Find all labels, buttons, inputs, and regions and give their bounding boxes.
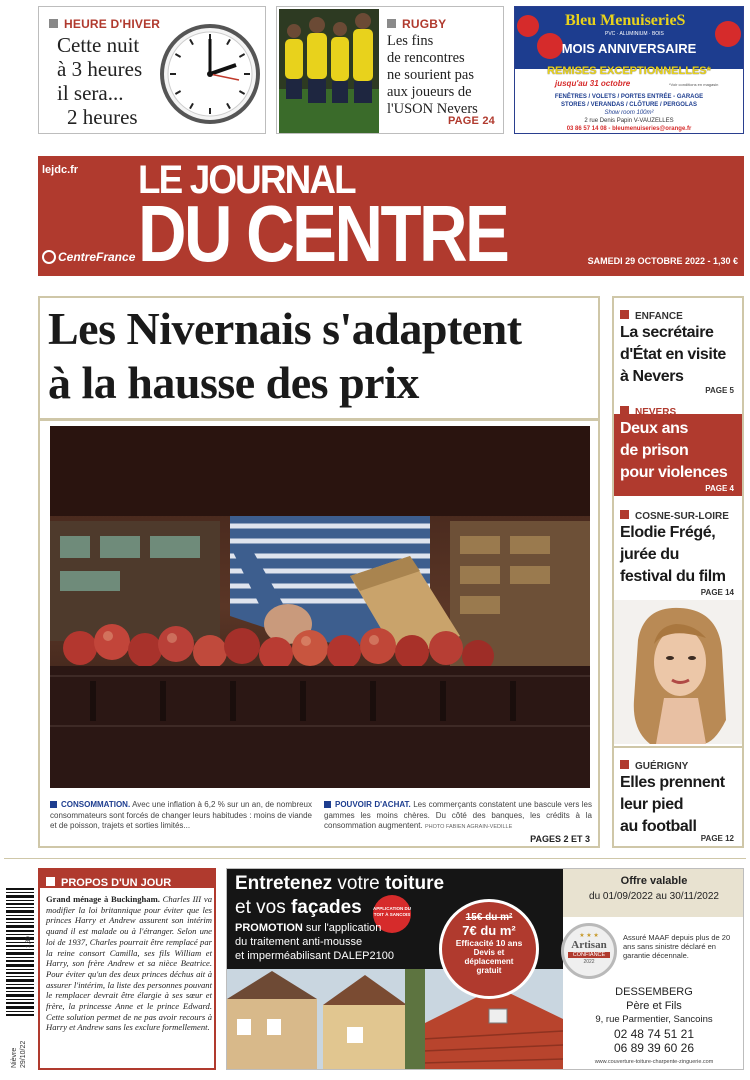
propos-tag-text: PROPOS D'UN JOUR	[61, 877, 172, 889]
masthead-date: SAMEDI 29 OCTOBRE 2022 - 1,30 €	[587, 256, 738, 266]
lead-col2-bullet-icon	[324, 801, 331, 808]
ad2-promo2: du traitement anti-mousse	[235, 936, 363, 948]
sidebar-item-guerigny[interactable]	[614, 746, 742, 846]
ad2-t2a: et vos	[235, 897, 286, 918]
ad-title: MOIS ANNIVERSAIRE	[561, 41, 697, 56]
sidebar-item-nevers-tag-text: NEVERS	[635, 407, 677, 418]
barcode-l1: Nièvre	[11, 1047, 18, 1068]
ad2-artisan3: 2022	[583, 959, 595, 965]
ad2-app-badge: APPLICATION DU TOIT À SANCOIS	[373, 895, 411, 933]
sidebar-item-cosne-l3: festival du film	[620, 568, 726, 585]
ad-brand: Bleu MenuiserieS	[565, 12, 686, 29]
promo-winter-line2: à 3 heures	[57, 57, 143, 81]
sidebar-item-nevers[interactable]	[614, 400, 742, 496]
promo-rugby-tag	[387, 15, 446, 33]
lead-col2-text: Les commerçants constatent une bascule vers les gammes les moins chères. Du côté des banques, les crédits à la consommation augmentent.	[324, 800, 592, 830]
sidebar-item-guerigny-l1: Elles prennent	[620, 774, 725, 791]
promo-winter-line3: il sera...	[57, 81, 124, 105]
ad-note: *Voir conditions en magasin	[669, 82, 719, 87]
propos-lead: Grand ménage à Buckingham.	[46, 894, 160, 904]
promo-winter-line4: 2 heures	[67, 105, 138, 129]
sidebar-item-nevers-page[interactable]: PAGE 4	[705, 484, 734, 493]
promo-rugby-tag-text: RUGBY	[402, 17, 447, 31]
ad2-title-line2	[235, 897, 362, 919]
ad2-price1: 15€ du m²	[465, 912, 513, 923]
lead-col1	[50, 800, 312, 832]
propos-tag	[46, 873, 171, 891]
clock-icon	[159, 23, 261, 125]
ad2-t1b: votre	[337, 873, 380, 894]
lead-col1-text: Avec une inflation à 6,2 % sur un an, de nombreux consommateurs sont forcés de changer leurs habitudes : moins de viande et de poisson, trajets et sorties limités...	[50, 800, 313, 830]
ad-brand-sub: PVC · ALUMINIUM · BOIS	[605, 31, 664, 37]
lead-photo-market-stall	[50, 426, 590, 788]
propos-d-un-jour[interactable]	[38, 868, 216, 1070]
ad-services1: FENÊTRES / VOLETS / PORTES ENTRÉE - GARAGE	[554, 94, 704, 100]
lead-pages[interactable]: PAGES 2 ET 3	[530, 834, 590, 844]
masthead-group	[42, 250, 135, 264]
sidebar-item-cosne-l2: jurée du	[620, 546, 680, 563]
sidebar-item-nevers-l3: pour violences	[620, 464, 728, 481]
ad-until: jusqu'au 31 octobre	[555, 79, 631, 88]
sidebar-item-enfance-page[interactable]: PAGE 5	[705, 386, 734, 395]
rugby-players-photo	[279, 9, 379, 133]
sidebar-item-enfance-tag-text: ENFANCE	[635, 311, 683, 322]
ad-address: 2 rue Denis Papin V-VAUZELLES	[584, 118, 674, 124]
ad2-offer-dates: du 01/09/2022 au 30/11/2022	[589, 891, 719, 902]
sidebar	[612, 296, 744, 848]
barcode-price: 1,30	[26, 936, 32, 948]
ad2-promo-b: sur l'application	[305, 922, 382, 934]
lead-headline-line2[interactable]: à la hausse des prix	[48, 357, 419, 408]
promo-rugby-page[interactable]: PAGE 24	[447, 115, 495, 127]
ad-bleu-menuiseries[interactable]	[514, 6, 744, 134]
sidebar-item-cosne-page[interactable]: PAGE 14	[700, 588, 734, 597]
promo-rugby-l1: Les fins	[387, 33, 434, 49]
barcode-icon	[6, 888, 34, 1018]
sidebar-item-cosne[interactable]	[614, 500, 742, 598]
ad2-title-line1	[235, 873, 444, 895]
masthead-site[interactable]: lejdc.fr	[42, 164, 79, 176]
lead-headline-line1[interactable]: Les Nivernais s'adaptent	[48, 303, 522, 354]
lead-col1-tag: CONSOMMATION.	[61, 800, 131, 809]
sidebar-item-nevers-l1: Deux ans	[620, 420, 688, 437]
ad2-price2: 7€ du m²	[462, 923, 516, 938]
ad2-artisan2: CONFIANCE	[568, 952, 610, 958]
sidebar-item-guerigny-l3: au football	[620, 818, 697, 835]
promo-rugby[interactable]	[276, 6, 504, 134]
masthead-group-name: CentreFrance	[58, 250, 136, 264]
ad2-offer-title: Offre valable	[620, 875, 688, 887]
propos-text: Charles III va modifier la loi britannique pour éviter que les princes Harry et Andrew assurent son intérim quand il est malade ou à l'étranger. Selon une loi de 1937, Charles pourrait être remplacé par la reine consort Camilla, ses fils William et Harry, son frère Andrew et sa nièce Beatrice. Pour éviter qu'un des deux princes déchus ait à assurer l'intérim, la liste des personnes pouvant le remplacer devrait être élargie à ses sœur et frère, la princesse Anne et le prince Edward. Cette solution permet de ne pas avoir recours à Harry et Andrew sans les exclure formellement.	[46, 894, 212, 1033]
sidebar-item-guerigny-l2: leur pied	[620, 796, 684, 813]
masthead-title2: DU CENTRE	[138, 189, 508, 278]
promo-rugby-l2: de rencontres	[387, 50, 465, 66]
centrefrance-logo-icon	[42, 250, 56, 264]
promo-winter-tag	[49, 15, 160, 33]
promo-rugby-l3: ne sourient pas	[387, 67, 474, 83]
promo-rugby-l4: aux joueurs de	[387, 84, 472, 100]
ad2-tel2[interactable]: 06 89 39 60 26	[613, 1041, 695, 1055]
sidebar-item-enfance-l1: La secrétaire	[620, 324, 714, 341]
portrait-elodie-frege-photo	[614, 600, 742, 744]
lead-photo-credit: PHOTO FABIEN AGRAIN-VEDILLE	[424, 824, 513, 830]
ad-showroom: Show room 100m²	[604, 110, 654, 116]
ad2-devis: Devis et déplacement gratuit	[464, 948, 514, 975]
ad2-addr: 9, rue Parmentier, Sancoins	[595, 1014, 713, 1025]
ad2-artisan1: Artisan	[571, 939, 607, 951]
ad2-t2b: façades	[290, 897, 362, 918]
sidebar-item-cosne-tag-text: COSNE-SUR-LOIRE	[635, 511, 729, 522]
sidebar-item-enfance-l2: d'État en visite	[620, 346, 726, 363]
ad2-company1: DESSEMBERG	[615, 986, 693, 998]
ad2-eff: Efficacité 10 ans	[455, 938, 523, 948]
ad2-company2: Père et Fils	[626, 1000, 682, 1012]
sidebar-item-enfance[interactable]	[614, 298, 742, 398]
ad2-t1a: Entretenez	[235, 873, 333, 894]
lead-col2-tag: POUVOIR D'ACHAT.	[335, 800, 411, 809]
promo-winter-time[interactable]	[38, 6, 266, 134]
artisan-confiance-badge-icon: ★ ★ ★ Artisan CONFIANCE 2022	[561, 923, 617, 979]
sidebar-item-enfance-l3: à Nevers	[620, 368, 684, 385]
promo-rugby-l5: l'USON Nevers	[387, 101, 478, 117]
masthead	[38, 156, 744, 276]
ad2-t1c: toiture	[384, 873, 445, 894]
sidebar-item-guerigny-page[interactable]: PAGE 12	[700, 834, 734, 843]
sidebar-item-cosne-l1: Elodie Frégé,	[620, 524, 716, 541]
ad2-promo3: et imperméabilisant DALEP2100	[235, 950, 394, 962]
ad-dessemberg[interactable]	[226, 868, 744, 1070]
masthead-title1: LE JOURNAL	[138, 158, 355, 202]
ad-offer: REMISES EXCEPTIONNELLES*	[547, 65, 711, 77]
promo-winter-line1: Cette nuit	[57, 33, 140, 57]
lead-col2	[324, 800, 592, 833]
promo-winter-tag-text: HEURE D'HIVER	[64, 17, 161, 31]
ad2-tel1[interactable]: 02 48 74 51 21	[613, 1027, 695, 1041]
sidebar-item-guerigny-tag-text: GUÉRIGNY	[635, 761, 689, 772]
ad2-maaf: Assuré MAAF depuis plus de 20 ans sans sinistre déclaré en garantie décennale.	[623, 933, 731, 960]
ad2-price-circle	[439, 899, 539, 999]
lead-col1-bullet-icon	[50, 801, 57, 808]
sidebar-item-nevers-l2: de prison	[620, 442, 689, 459]
ad-services2: STORES / VERANDAS / CLÔTURE / PERGOLAS	[561, 102, 697, 108]
ad2-web[interactable]: www.couverture-toiture-charpente-zinguerie.com	[594, 1059, 714, 1065]
lead-story[interactable]	[38, 296, 600, 848]
propos-body	[46, 894, 212, 1033]
ad2-promo-line1	[235, 921, 394, 935]
barcode	[6, 888, 34, 1070]
barcode-l2: 29/10/22	[20, 1040, 27, 1068]
ad2-promo-a: PROMOTION	[235, 922, 303, 934]
ad-contact[interactable]: 03 86 57 14 08 - bleumenuiseries@orange.fr	[566, 126, 692, 132]
